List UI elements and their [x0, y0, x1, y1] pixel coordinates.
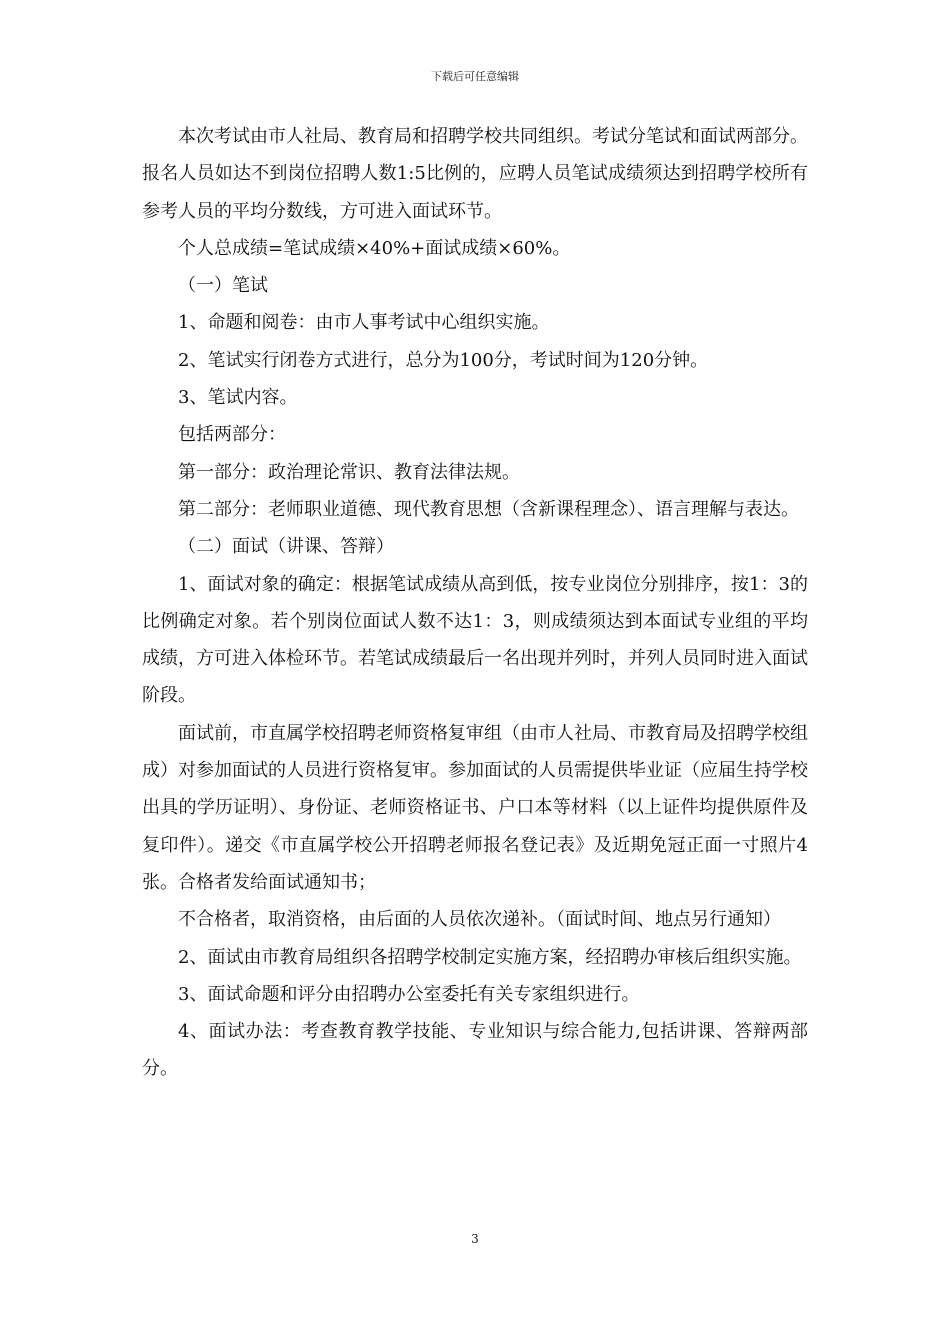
paragraph: 个人总成绩=笔试成绩×40%+面试成绩×60%。 — [178, 237, 571, 259]
paragraph: 第一部分：政治理论常识、教育法律法规。 — [178, 461, 520, 483]
paragraph: 2、笔试实行闭卷方式进行，总分为100分，考试时间为120分钟。 — [178, 349, 709, 371]
paragraph: 包括两部分： — [178, 424, 286, 446]
paragraph: 3、笔试内容。 — [178, 387, 298, 409]
document-body — [142, 118, 808, 1088]
page-header: 下载后可任意编辑 — [431, 70, 519, 83]
paragraph: 4、面试办法：考查教育教学技能、专业知识与综合能力,包括讲课、答辩两部分。 — [142, 1021, 808, 1080]
paragraph: 1、面试对象的确定：根据笔试成绩从高到低，按专业岗位分别排序，按1：3的比例确定对象。若个别岗位面试人数不达1：3，则成绩须达到本面试专业组的平均成绩，方可进入体检环节。若笔试成绩最后一名出现并列时，并列人员同时进入面试阶段。 — [142, 573, 808, 707]
paragraph: 面试前，市直属学校招聘老师资格复审组（由市人社局、市教育局及招聘学校组成）对参加面试的人员进行资格复审。参加面试的人员需提供毕业证（应届生持学校出具的学历证明）、身份证、老师资格证书、户口本等材料（以上证件均提供原件及复印件）。递交《市直属学校公开招聘老师报名登记表》及近期免冠正面一寸照片4张。合格者发给面试通知书； — [142, 722, 808, 893]
section-heading: （一）笔试 — [178, 275, 268, 297]
paragraph: 2、面试由市教育局组织各招聘学校制定实施方案，经招聘办审核后组织实施。 — [178, 946, 802, 968]
paragraph: 1、命题和阅卷：由市人事考试中心组织实施。 — [178, 312, 550, 334]
paragraph: 第二部分：老师职业道德、现代教育思想（含新课程理念）、语言理解与表达。 — [178, 498, 799, 520]
page-number: 3 — [471, 1232, 479, 1246]
section-heading: （二）面试（讲课、答辩） — [178, 536, 394, 558]
paragraph: 3、面试命题和评分由招聘办公室委托有关专家组织进行。 — [178, 983, 640, 1005]
paragraph: 本次考试由市人社局、教育局和招聘学校共同组织。考试分笔试和面试两部分。报名人员如达不到岗位招聘人数1:5比例的，应聘人员笔试成绩须达到招聘学校所有参考人员的平均分数线，方可进入面试环节。 — [142, 126, 808, 222]
paragraph: 不合格者，取消资格，由后面的人员依次递补。（面试时间、地点另行通知） — [178, 909, 781, 931]
